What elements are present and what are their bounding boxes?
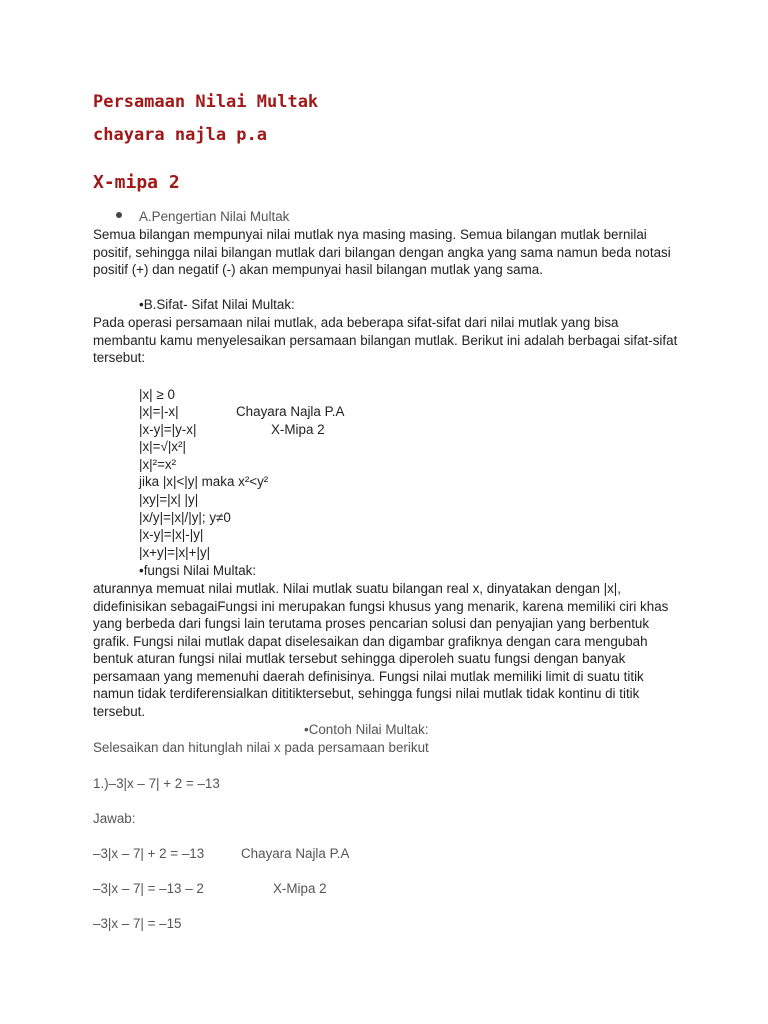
property-item: |x| ≥ 0 bbox=[139, 387, 175, 402]
contoh-heading: •Contoh Nilai Multak: bbox=[304, 722, 429, 737]
section-b-paragraph: Pada operasi persamaan nilai mutlak, ada beberapa sifat-sifat dari nilai mutlak yang bisa membantu kamu menyelesaikan persamaan bilangan mutlak. Berikut ini adalah berbagai sifat-sifat tersebut: bbox=[93, 315, 678, 365]
section-b-heading: •B.Sifat- Sifat Nilai Multak: bbox=[139, 297, 295, 312]
watermark-name: Chayara Najla P.A bbox=[241, 846, 350, 861]
property-item: |xy|=|x| |y| bbox=[139, 492, 199, 507]
watermark-name: Chayara Najla P.A bbox=[236, 404, 345, 419]
property-item: |x|²=x² bbox=[139, 457, 177, 472]
contoh-intro: Selesaikan dan hitunglah nilai x pada persamaan berikut bbox=[93, 740, 429, 755]
section-a-heading: A.Pengertian Nilai Multak bbox=[139, 209, 290, 224]
fungsi-paragraph: aturannya memuat nilai mutlak. Nilai mutlak suatu bilangan real x, dinyatakan dengan |x|, didefinisikan sebagaiFungsi ini merupakan fungsi khusus yang menarik, karena memiliki ciri khas yang berbeda dari fungsi lain terutama proses pencarian solusi dan penyajian yang berbentuk grafik. Fungsi nilai mutlak dapat diselesaikan dan digambar grafiknya dengan cara mengubah bentuk aturan fungsi nilai mutlak tersebut sehingga diperoleh suatu fungsi dengan banyak persamaan yang memenuhi daerah definisinya. Fungsi nilai mutlak memiliki limit di suatu titik namun tidak terdiferensialkan dititiktersebut, sehingga fungsi nilai mutlak tidak kontinu di titik tersebut. bbox=[93, 581, 669, 719]
class-name: X-mipa 2 bbox=[93, 172, 180, 193]
watermark-class: X-Mipa 2 bbox=[273, 881, 327, 896]
watermark-class: X-Mipa 2 bbox=[271, 422, 325, 437]
property-item: |x+y|=|x|+|y| bbox=[139, 545, 211, 560]
property-item: |x-y|=|x|-|y| bbox=[139, 527, 204, 542]
property-item: |x/y|=|x|/|y|; y≠0 bbox=[139, 510, 231, 525]
property-item: |x|=|-x| bbox=[139, 404, 179, 419]
solution-step: –3|x – 7| = –15 bbox=[93, 916, 182, 931]
author-name: chayara najla p.a bbox=[93, 125, 267, 145]
bullet-icon bbox=[116, 212, 122, 218]
property-item: |x|=√|x²| bbox=[139, 439, 186, 454]
section-a-paragraph: Semua bilangan mempunyai nilai mutlak nya masing masing. Semua bilangan mutlak bernilai positif, sehingga nilai bilangan mutlak dari bilangan dengan angka yang sama namun beda notasi positif (+) dan negatif (-) akan mempunyai hasil bilangan mutlak yang sama. bbox=[93, 227, 671, 277]
solution-step: –3|x – 7| = –13 – 2 bbox=[93, 881, 204, 896]
solution-step: –3|x – 7| + 2 = –13 bbox=[93, 846, 205, 861]
answer-label: Jawab: bbox=[93, 811, 136, 826]
property-item: jika |x|<|y| maka x²<y² bbox=[139, 474, 269, 489]
document-title: Persamaan Nilai Multak bbox=[93, 92, 319, 112]
property-item: |x-y|=|y-x| bbox=[139, 422, 197, 437]
fungsi-heading: •fungsi Nilai Multak: bbox=[139, 563, 257, 578]
problem-statement: 1.)–3|x – 7| + 2 = –13 bbox=[93, 776, 220, 791]
